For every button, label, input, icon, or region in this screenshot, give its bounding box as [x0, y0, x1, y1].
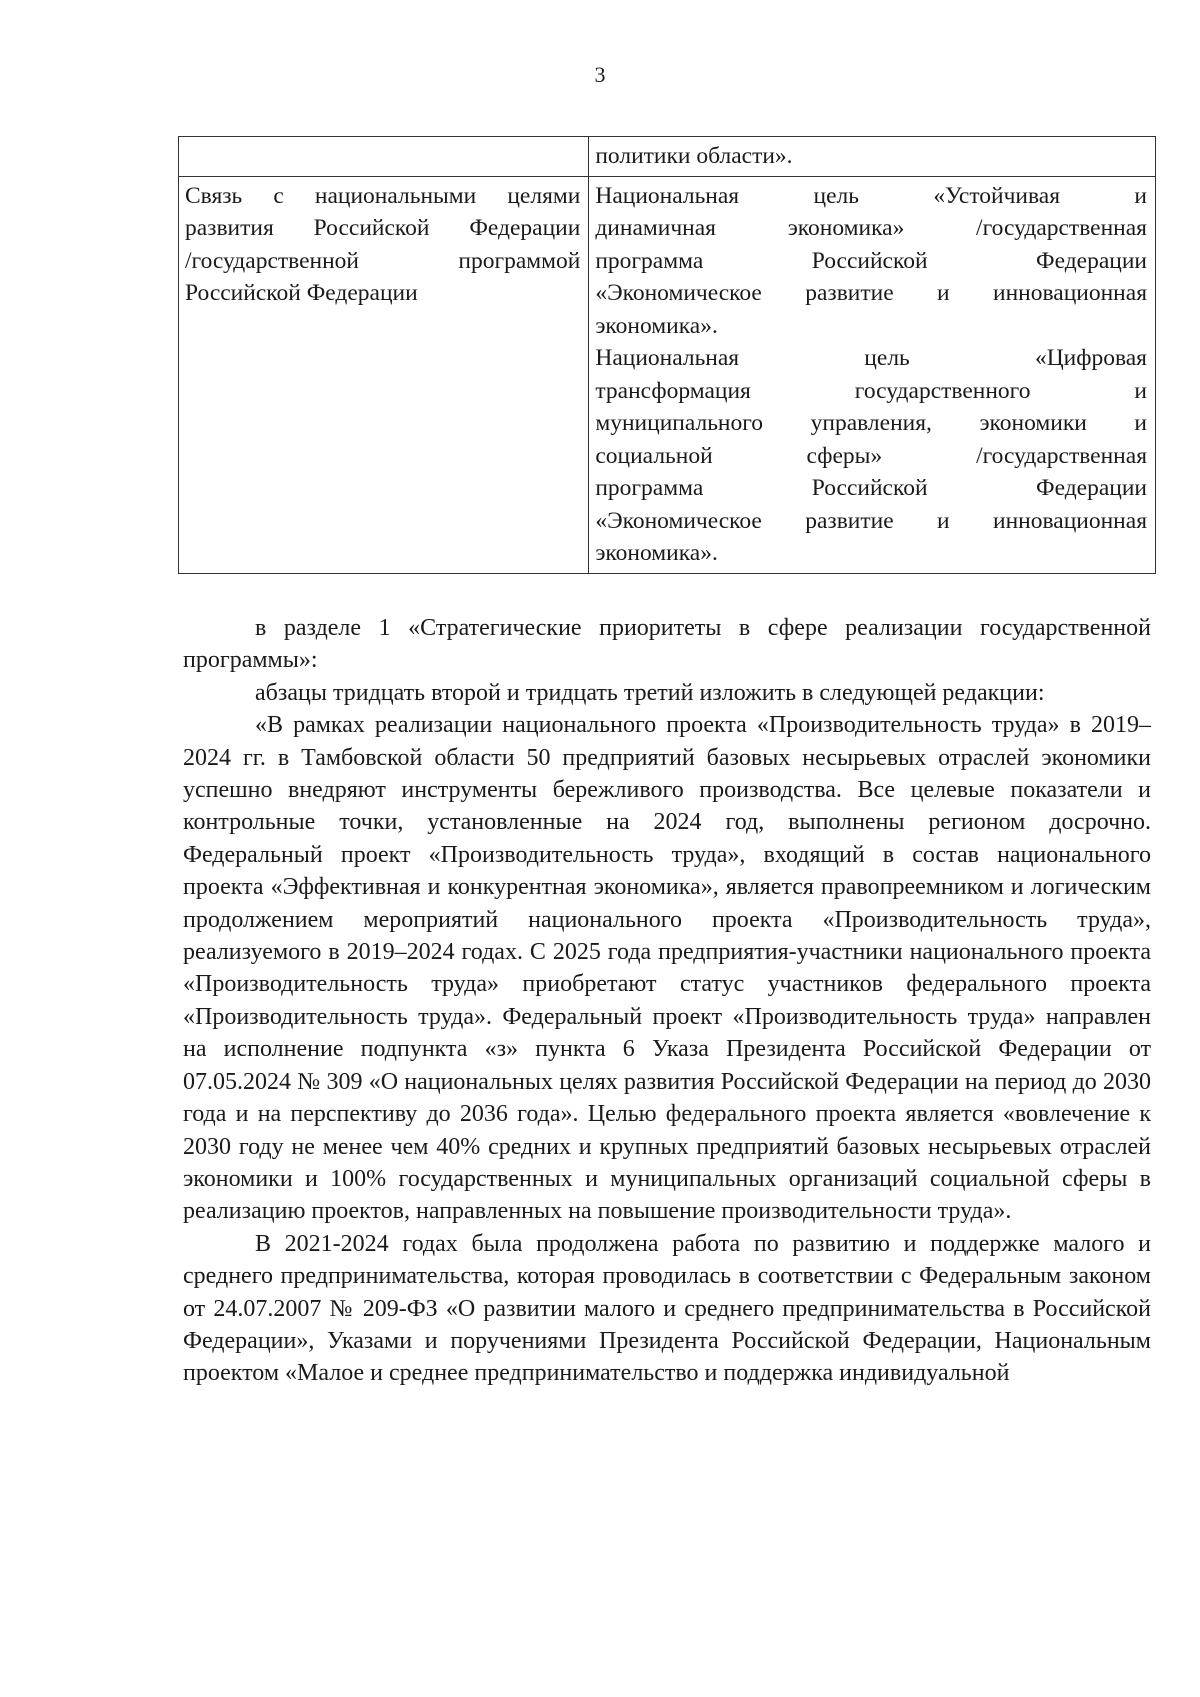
table-cell-value	[589, 137, 1156, 177]
table-cell-label	[179, 137, 589, 177]
table-cell-line: программа Российской Федерации	[595, 247, 1147, 274]
table-cell-line: Национальная цель «Устойчивая и	[595, 182, 1147, 209]
table-row	[179, 176, 1156, 573]
table-cell-line: «Экономическое развитие и инновационная	[595, 280, 1147, 306]
table-cell-line: экономика».	[595, 540, 718, 566]
program-passport-table	[178, 136, 1156, 574]
table-cell-line: политики области».	[595, 143, 793, 169]
table-cell-line: /государственной программой	[185, 247, 581, 274]
page-number: 3	[594, 62, 606, 87]
paragraph: В 2021-2024 годах была продолжена работа по развитию и поддержке малого и среднего предпринимательства, которая проводилась в соответствии с Федеральным законом от 24.07.2007 № 209-ФЗ «О развитии малого и среднего предпринимательства в Российской Федерации», Указами и поручениями Президента Российской Федерации, Национальным проектом «Малое и среднее предпринимательство и поддержка индивидуальной	[183, 1230, 1151, 1387]
table-cell-line: муниципального управления, экономики и	[595, 410, 1147, 436]
table-cell-line: социальной сферы» /государственная	[595, 442, 1147, 469]
document-body	[183, 612, 1151, 1390]
table-cell-line: развития Российской Федерации	[185, 215, 581, 241]
table-cell-line: Российской Федерации	[185, 280, 418, 306]
table-cell-line: Национальная цель «Цифровая	[595, 345, 1147, 371]
table-cell-line: «Экономическое развитие и инновационная	[595, 507, 1147, 534]
table-cell-value	[589, 176, 1156, 573]
table-cell-line: экономика».	[595, 312, 718, 339]
table-cell-line: программа Российской Федерации	[595, 475, 1147, 501]
table-cell-line: трансформация государственного и	[595, 377, 1147, 404]
table-cell-line: Связь с национальными целями	[185, 182, 581, 209]
table-cell-line: динамичная экономика» /государственная	[595, 215, 1147, 241]
table-cell-label	[179, 176, 589, 573]
paragraph: в разделе 1 «Стратегические приоритеты в сфере реализации государственной программы»:	[183, 615, 1151, 674]
table-row	[179, 137, 1156, 177]
paragraph: «В рамках реализации национального проекта «Производительность труда» в 2019–2024 гг. в Тамбовской области 50 предприятий базовых несырьевых отраслей экономики успешно внедряют инструменты бережливого производства. Все целевые показатели и контрольные точки, установленные на 2024 год, выполнены регионом досрочно. Федеральный проект «Производительность труда», входящий в состав национального проекта «Эффективная и конкурентная экономика», является правопреемником и логическим продолжением мероприятий национального проекта «Производительность труда», реализуемого в 2019–2024 годах. С 2025 года предприятия-участники национального проекта «Производительность труда» приобретают статус участников федерального проекта «Производительность труда». Федеральный проект «Производительность труда» направлен на исполнение подпункта «з» пункта 6 Указа Президента Российской Федерации от 07.05.2024 № 309 «О национальных целях развития Российской Федерации на период до 2030 года и на перспективу до 2036 года». Целью федерального проекта является «вовлечение к 2030 году не менее чем 40% средних и крупных предприятий базовых несырьевых отраслей экономики и 100% государственных и муниципальных организаций социальной сферы в реализацию проектов, направленных на повышение производительности труда».	[183, 712, 1151, 1225]
paragraph: абзацы тридцать второй и тридцать третий изложить в следующей редакции:	[255, 679, 1045, 706]
